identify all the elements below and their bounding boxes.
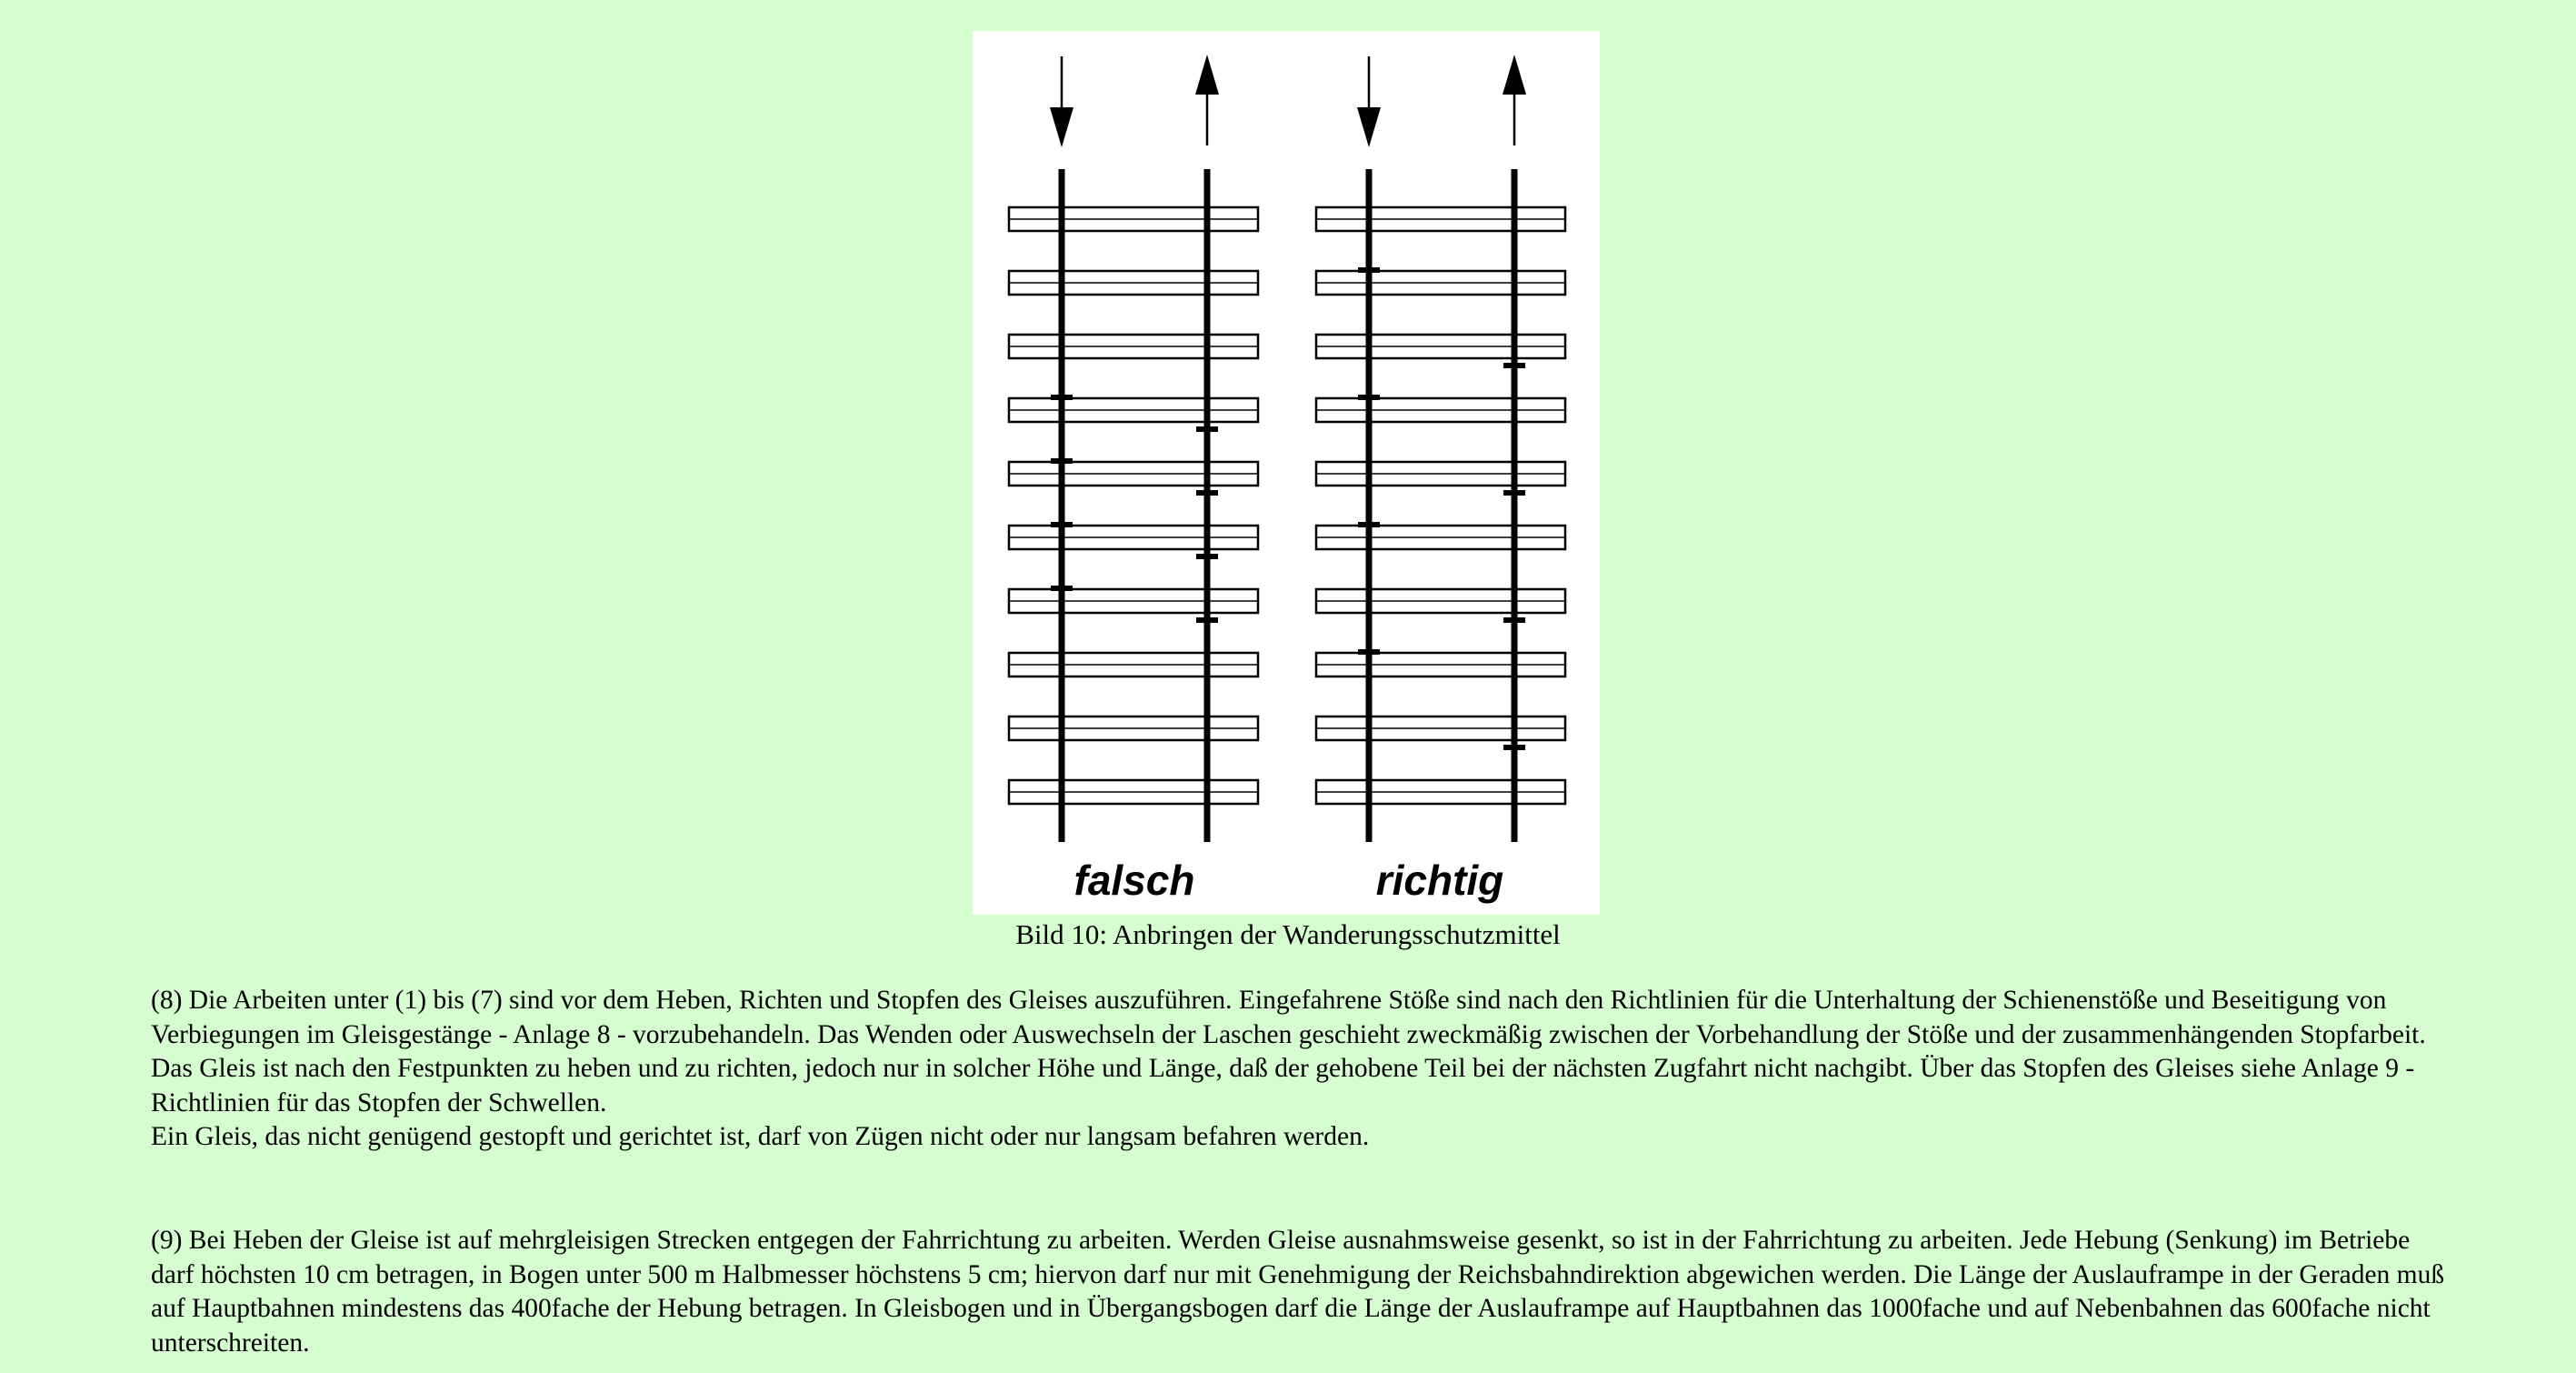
arrow-up-icon xyxy=(1503,55,1526,145)
arrow-down-icon xyxy=(1357,56,1381,147)
paragraph-8 xyxy=(151,984,2451,1155)
direction-arrows xyxy=(1050,55,1526,147)
figure-caption: Bild 10: Anbringen der Wanderungsschutzmittel xyxy=(1015,918,1561,950)
paragraph-8-line-1: (8) Die Arbeiten unter (1) bis (7) sind vor dem Heben, Richten und Stopfen des Gleises auszuführen. Eingefahrene Stöße sind nach den Richtlinien für die Unterhaltung der Schienenstöße und Beseitigung von Verbiegungen im Gleisgestänge - Anlage 8 - vorzubehandeln. Das Wenden oder Auswechseln der Laschen geschieht zweckmäßig zwischen der Vorbehandlung der Stöße und der zusammenhängenden Stopfarbeit. xyxy=(151,986,2426,1049)
paragraph-9-text: (9) Bei Heben der Gleise ist auf mehrgleisigen Strecken entgegen der Fahrrichtung zu arbeiten. Werden Gleise ausnahmsweise gesenkt, so ist in der Fahrrichtung zu arbeiten. Jede Hebung (Senkung) im Betriebe darf höchsten 10 cm betragen, in Bogen unter 500 m Halbmesser höchstens 5 cm; hiervon darf nur mit Genehmigung der Reichsbahndirektion abgewichen werden. Die Länge der Auslauframpe in der Geraden muß auf Hauptbahnen mindestens das 400fache der Hebung betragen. In Gleisbogen und in Übergangsbogen darf die Länge der Auslauframpe auf Hauptbahnen das 1000fache und auf Nebenbahnen das 600fache nicht unterschreiten. xyxy=(151,1226,2445,1358)
left-track-sleepers xyxy=(1009,207,1258,804)
arrow-up-icon xyxy=(1195,55,1219,145)
left-track-sleeper-lines xyxy=(1009,219,1258,792)
right-track-sleeper-lines xyxy=(1316,219,1565,792)
label-wrong: falsch xyxy=(1073,857,1195,904)
paragraph-8-line-2: Das Gleis ist nach den Festpunkten zu heben und zu richten, jedoch nur in solcher Höhe und Länge, daß der gehobene Teil bei der nächsten Zugfahrt nicht nachgibt. Über das Stopfen des Gleises siehe Anlage 9 - Richtlinien für das Stopfen der Schwellen. xyxy=(151,1054,2415,1117)
paragraph-8-line-3: Ein Gleis, das nicht genügend gestopft und gerichtet ist, darf von Zügen nicht oder nur langsam befahren werden. xyxy=(151,1122,1370,1151)
label-right: richtig xyxy=(1375,857,1504,904)
right-track-sleepers xyxy=(1316,207,1565,804)
paragraph-9 xyxy=(151,1224,2451,1360)
track-diagram xyxy=(973,31,1600,915)
track-diagram-figure xyxy=(973,31,1600,915)
arrow-down-icon xyxy=(1050,56,1073,147)
